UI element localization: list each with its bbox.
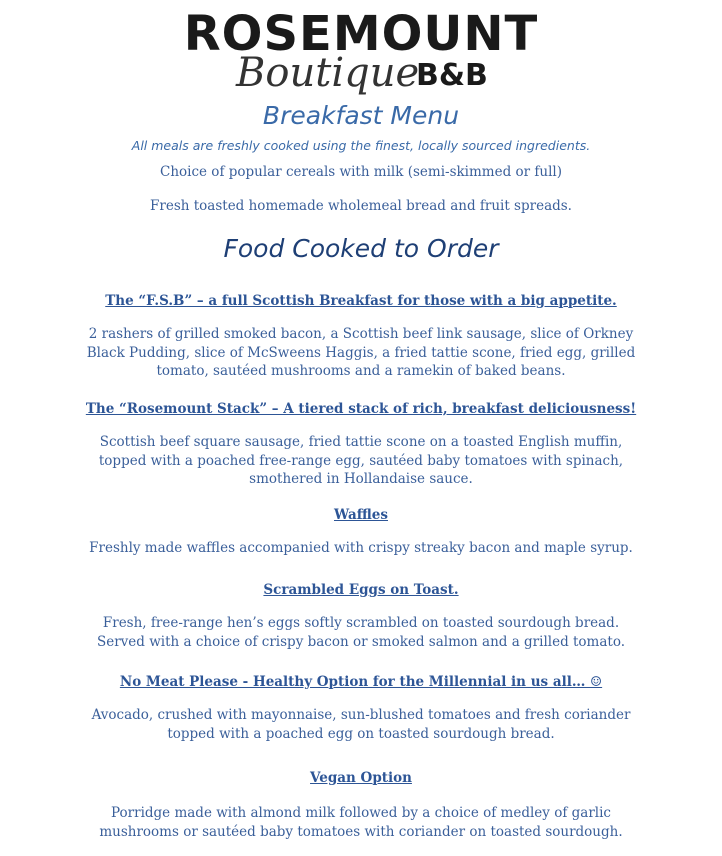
cereal-line: Choice of popular cereals with milk (semi-skimmed or full): [160, 164, 562, 180]
item-title-rosemount-stack: The “Rosemount Stack” – A tiered stack of rich, breakfast deliciousness!: [85, 401, 637, 417]
logo-script-text: Boutique: [236, 50, 420, 96]
logo-suffix: B&B: [416, 58, 488, 93]
item-description-vegan: Porridge made with almond milk followed by a choice of medley of garlic mushrooms or sautéed baby tomatoes with coriander on toasted sourdough.: [99, 805, 623, 840]
item-description-waffles: Freshly made waffles accompanied with crispy streaky bacon and maple syrup.: [89, 540, 633, 556]
logo-wordmark: ROSEMOUNT: [183, 6, 539, 62]
logo: [0, 4, 722, 100]
section-title: Food Cooked to Order: [223, 234, 499, 263]
item-title-no-meat: No Meat Please - Healthy Option for the Millennial in us all… ☺: [119, 674, 603, 690]
item-title-scrambled-eggs: Scrambled Eggs on Toast.: [263, 582, 459, 598]
item-description-rosemount-stack: Scottish beef square sausage, fried tattie scone on a toasted English muffin, topped with a poached free-range egg, sautéed baby tomatoes with spinach, smothered in Hollandaise sauce.: [98, 434, 624, 487]
item-description-scrambled-eggs: Fresh, free-range hen’s eggs softly scrambled on toasted sourdough bread. Served with a choice of crispy bacon or smoked salmon and a grilled tomato.: [96, 615, 626, 650]
item-title-fsb: The “F.S.B” – a full Scottish Breakfast for those with a big appetite.: [105, 293, 617, 309]
intro-text: All meals are freshly cooked using the finest, locally sourced ingredients.: [131, 138, 591, 153]
item-title-vegan: Vegan Option: [310, 770, 412, 786]
item-description-no-meat: Avocado, crushed with mayonnaise, sun-blushed tomatoes and fresh coriander topped with a poached egg on toasted sourdough bread.: [91, 707, 631, 742]
item-description-fsb: 2 rashers of grilled smoked bacon, a Scottish beef link sausage, slice of Orkney Black Pudding, slice of McSweens Haggis, a fried tattie scone, fried egg, grilled tomato, sautéed mushrooms and a ramekin of baked beans.: [86, 326, 636, 379]
item-title-waffles: Waffles: [334, 507, 388, 523]
bread-line: Fresh toasted homemade wholemeal bread and fruit spreads.: [150, 198, 572, 214]
menu-title: Breakfast Menu: [262, 101, 460, 130]
